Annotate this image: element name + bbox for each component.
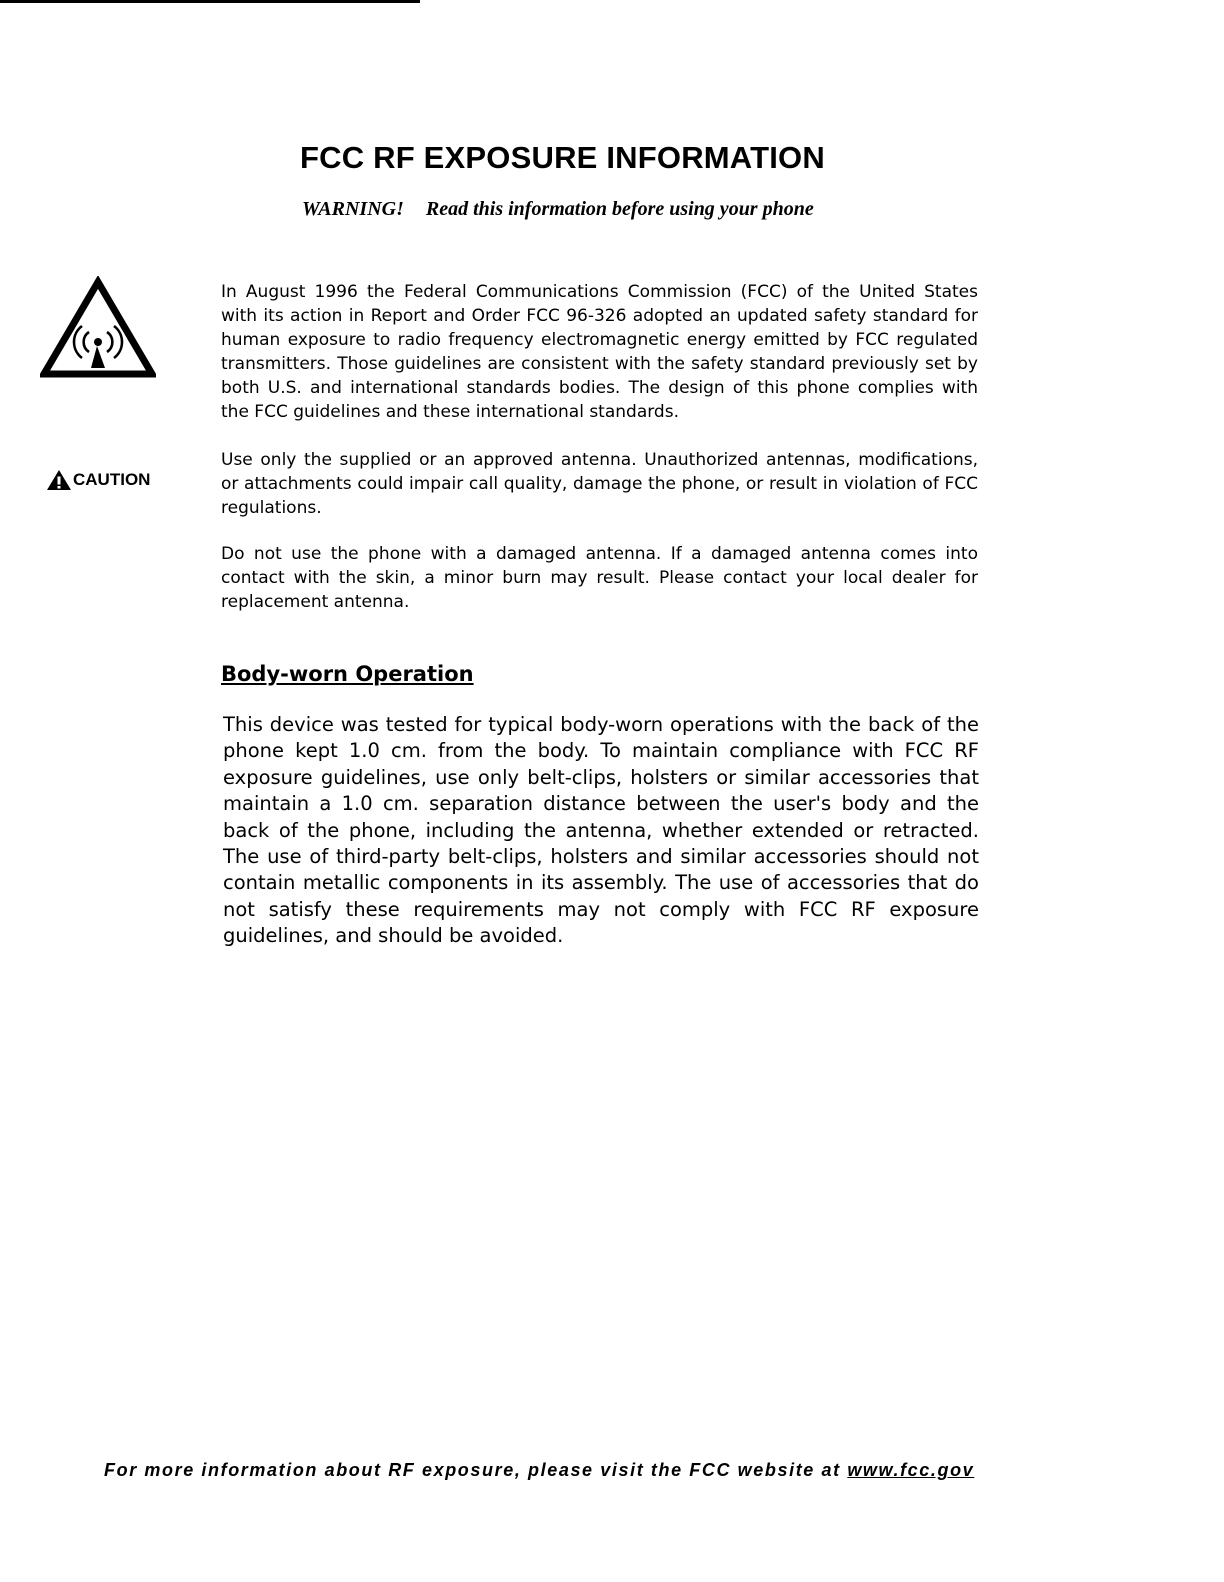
warning-line bbox=[302, 198, 814, 221]
caution-triangle-icon bbox=[46, 469, 72, 491]
top-rule bbox=[0, 0, 420, 3]
warning-text: Read this information before using your phone bbox=[425, 198, 814, 220]
section-heading: Body-worn Operation bbox=[221, 662, 474, 686]
caution-label-group bbox=[46, 469, 150, 491]
damaged-antenna-paragraph: Do not use the phone with a damaged antenna. If a damaged antenna comes into contact with the skin, a minor burn may result. Please contact your local dealer for replacement antenna. bbox=[221, 544, 978, 612]
approved-antenna-paragraph: Use only the supplied or an approved antenna. Unauthorized antennas, modifications, or attachments could impair call quality, damage the phone, or result in violation of FCC regulations. bbox=[221, 450, 978, 518]
body-worn-paragraph: This device was tested for typical body-worn operations with the back of the phone kept 1.0 cm. from the body. To maintain compliance with FCC RF exposure guidelines, use only belt-clips, holsters or similar accessories that maintain a 1.0 cm. separation distance between the user's body and the back of the phone, including the antenna, whether extended or retracted. The use of third-party belt-clips, holsters and similar accessories should not contain metallic components in its assembly. The use of accessories that do not satisfy these requirements may not comply with FCC RF exposure guidelines, and should be avoided. bbox=[223, 713, 979, 948]
caution-label: CAUTION bbox=[73, 470, 151, 489]
warning-label: WARNING! bbox=[302, 198, 404, 220]
footer-note bbox=[104, 1460, 974, 1481]
rf-radiation-warning-icon bbox=[40, 276, 156, 378]
page-title: FCC RF EXPOSURE INFORMATION bbox=[300, 140, 825, 175]
fcc-website-link[interactable]: www.fcc.gov bbox=[847, 1460, 975, 1480]
footer-text: For more information about RF exposure, please visit the FCC website at bbox=[104, 1460, 841, 1480]
fcc-background-paragraph: In August 1996 the Federal Communications Commission (FCC) of the United States with its action in Report and Order FCC 96-326 adopted an updated safety standard for human exposure to radio frequency electromagnetic energy emitted by FCC regulated transmitters. Those guidelines are consistent with the safety standard previously set by both U.S. and international standards bodies. The design of this phone complies with the FCC guidelines and these international standards. bbox=[221, 282, 978, 422]
